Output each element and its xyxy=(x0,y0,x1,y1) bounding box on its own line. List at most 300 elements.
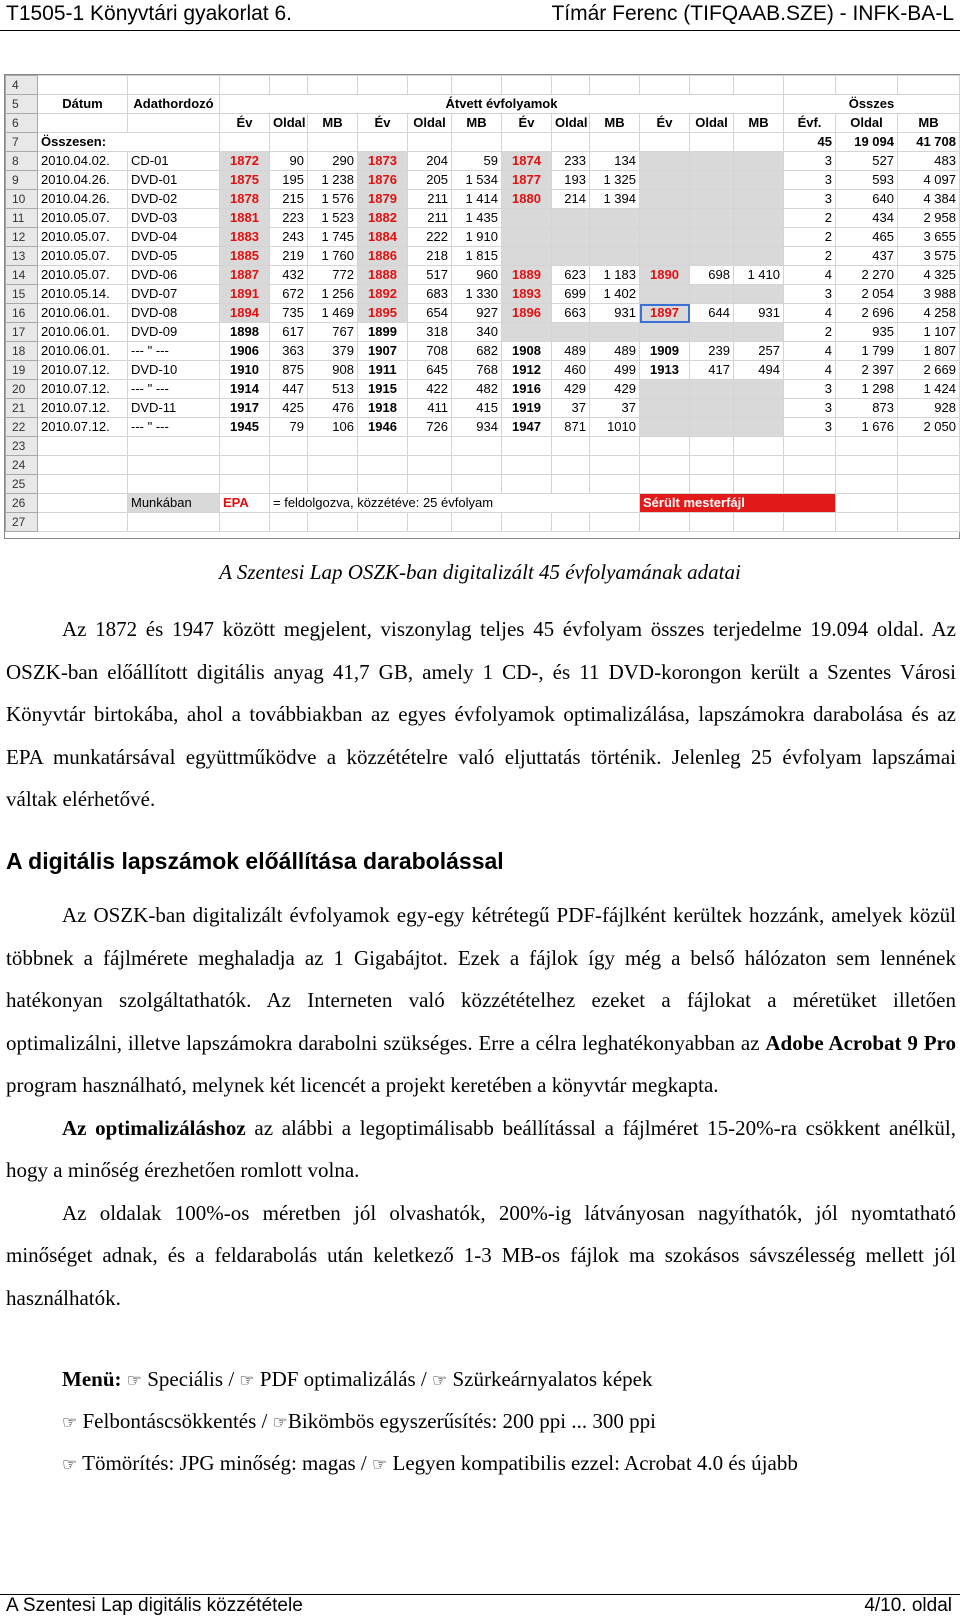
value-cell: 222 xyxy=(408,228,452,247)
summary-cell: 1 107 xyxy=(898,323,960,342)
row-number: 15 xyxy=(6,285,38,304)
empty-cell xyxy=(220,475,270,494)
year-cell xyxy=(640,380,690,399)
empty-cell xyxy=(784,513,836,532)
value-cell: 494 xyxy=(734,361,784,380)
empty-cell xyxy=(308,475,358,494)
empty-cell xyxy=(502,76,552,95)
value-cell: 1 238 xyxy=(308,171,358,190)
row-number: 8 xyxy=(6,152,38,171)
year-cell: 1909 xyxy=(640,342,690,361)
paragraph-intro-text: Az 1872 és 1947 között megjelent, viszonylag teljes 45 évfolyam összes terjedelme 19.094 oldal. Az OSZK-ban előállított digitális anyag 41,7 GB, amely 1 CD-, és 11 DVD-korongon került a Szentes Városi Könyvtár birtokába, ahol a továbbiakban az egyes évfolyamok optimalizálása, lapszámokra darabolása és az EPA munkatársával együttműködve a közzétételre való eljuttatás történik. Jelenleg 25 évfolyam lapszámai váltak elérhetővé. xyxy=(6,617,956,811)
row-number: 13 xyxy=(6,247,38,266)
sheet-row xyxy=(6,76,960,95)
value-cell: 1 394 xyxy=(590,190,640,209)
empty-cell xyxy=(590,513,640,532)
column-header-datum: Dátum xyxy=(38,95,128,114)
year-cell: 1882 xyxy=(358,209,408,228)
value-cell: 106 xyxy=(308,418,358,437)
date-cell: 2010.07.12. xyxy=(38,380,128,399)
value-cell: 1 410 xyxy=(734,266,784,285)
summary-cell: 935 xyxy=(836,323,898,342)
value-cell: 482 xyxy=(452,380,502,399)
value-cell: 644 xyxy=(690,304,734,323)
menu-line-3 xyxy=(62,1442,798,1487)
value-cell: 960 xyxy=(452,266,502,285)
value-cell xyxy=(690,418,734,437)
year-cell: 1874 xyxy=(502,152,552,171)
empty-cell xyxy=(308,76,358,95)
value-cell: 1 402 xyxy=(590,285,640,304)
value-cell xyxy=(690,285,734,304)
empty-cell xyxy=(220,76,270,95)
summary-cell: 2 054 xyxy=(836,285,898,304)
year-cell: 1946 xyxy=(358,418,408,437)
paragraph-optimize xyxy=(6,1107,956,1192)
value-cell: 768 xyxy=(452,361,502,380)
date-cell: 2010.07.12. xyxy=(38,361,128,380)
empty-cell xyxy=(734,133,784,152)
value-cell: 318 xyxy=(408,323,452,342)
year-cell xyxy=(640,228,690,247)
summary-cell: 1 807 xyxy=(898,342,960,361)
empty-cell xyxy=(220,456,270,475)
year-cell: 1884 xyxy=(358,228,408,247)
year-cell xyxy=(640,323,690,342)
value-cell: 489 xyxy=(590,342,640,361)
page-header xyxy=(0,0,960,31)
empty-cell xyxy=(734,475,784,494)
menu-line-2 xyxy=(62,1400,656,1445)
medium-cell: --- " --- xyxy=(128,380,220,399)
column-subheader: Évf. xyxy=(784,114,836,133)
summary-cell: 2 397 xyxy=(836,361,898,380)
sheet-row xyxy=(6,456,960,475)
sheet-row xyxy=(6,437,960,456)
summary-cell: 928 xyxy=(898,399,960,418)
year-cell xyxy=(502,209,552,228)
date-cell: 2010.04.02. xyxy=(38,152,128,171)
column-subheader: MB xyxy=(308,114,358,133)
summary-cell: 2 958 xyxy=(898,209,960,228)
value-cell xyxy=(590,209,640,228)
value-cell xyxy=(734,190,784,209)
empty-cell xyxy=(358,133,408,152)
sheet-row xyxy=(6,171,960,190)
empty-cell xyxy=(552,437,590,456)
year-cell: 1886 xyxy=(358,247,408,266)
medium-cell: DVD-09 xyxy=(128,323,220,342)
value-cell: 37 xyxy=(590,399,640,418)
year-cell: 1899 xyxy=(358,323,408,342)
year-cell: 1913 xyxy=(640,361,690,380)
row-number: 16 xyxy=(6,304,38,323)
value-cell xyxy=(690,209,734,228)
summary-cell: 437 xyxy=(836,247,898,266)
year-cell: 1875 xyxy=(220,171,270,190)
sheet-row xyxy=(6,418,960,437)
value-cell xyxy=(734,171,784,190)
empty-cell xyxy=(898,513,960,532)
empty-cell xyxy=(308,513,358,532)
empty-cell xyxy=(898,475,960,494)
value-cell: 219 xyxy=(270,247,308,266)
year-cell: 1916 xyxy=(502,380,552,399)
empty-cell xyxy=(408,513,452,532)
medium-cell: DVD-06 xyxy=(128,266,220,285)
value-cell: 1 576 xyxy=(308,190,358,209)
total-oldal: 19 094 xyxy=(836,133,898,152)
pointing-hand-icon: ☞ xyxy=(431,1371,448,1390)
value-cell: 425 xyxy=(270,399,308,418)
summary-cell: 4 325 xyxy=(898,266,960,285)
year-cell: 1910 xyxy=(220,361,270,380)
empty-cell xyxy=(552,475,590,494)
summary-cell: 2 xyxy=(784,228,836,247)
summary-cell: 4 384 xyxy=(898,190,960,209)
date-cell: 2010.07.12. xyxy=(38,399,128,418)
value-cell: 1 815 xyxy=(452,247,502,266)
row-number: 25 xyxy=(6,475,38,494)
value-cell xyxy=(734,247,784,266)
summary-cell: 873 xyxy=(836,399,898,418)
year-cell: 1881 xyxy=(220,209,270,228)
empty-cell xyxy=(128,513,220,532)
empty-cell xyxy=(358,475,408,494)
year-cell: 1896 xyxy=(502,304,552,323)
column-subheader: Oldal xyxy=(270,114,308,133)
year-cell: 1919 xyxy=(502,399,552,418)
header-author: Tímár Ferenc (TIFQAAB.SZE) - INFK-BA-L xyxy=(551,2,954,25)
column-subheader: Év xyxy=(220,114,270,133)
summary-cell: 3 655 xyxy=(898,228,960,247)
row-number: 9 xyxy=(6,171,38,190)
value-cell: 663 xyxy=(552,304,590,323)
value-cell xyxy=(734,228,784,247)
row-number: 10 xyxy=(6,190,38,209)
value-cell: 204 xyxy=(408,152,452,171)
summary-cell: 3 xyxy=(784,171,836,190)
value-cell: 931 xyxy=(734,304,784,323)
empty-cell xyxy=(452,475,502,494)
empty-cell xyxy=(358,437,408,456)
value-cell: 432 xyxy=(270,266,308,285)
empty-cell xyxy=(270,456,308,475)
empty-cell xyxy=(836,475,898,494)
empty-cell xyxy=(270,475,308,494)
value-cell xyxy=(734,152,784,171)
summary-cell: 2 xyxy=(784,209,836,228)
empty-cell xyxy=(640,475,690,494)
value-cell: 290 xyxy=(308,152,358,171)
empty-cell xyxy=(358,76,408,95)
value-cell: 767 xyxy=(308,323,358,342)
row-number: 24 xyxy=(6,456,38,475)
column-subheader: Oldal xyxy=(408,114,452,133)
year-cell: 1890 xyxy=(640,266,690,285)
value-cell: 726 xyxy=(408,418,452,437)
value-cell: 223 xyxy=(270,209,308,228)
empty-cell xyxy=(640,133,690,152)
empty-cell xyxy=(784,76,836,95)
value-cell xyxy=(690,152,734,171)
pointing-hand-icon: ☞ xyxy=(62,1455,78,1474)
sheet-row xyxy=(6,285,960,304)
value-cell xyxy=(690,190,734,209)
year-cell: 1876 xyxy=(358,171,408,190)
medium-cell: DVD-08 xyxy=(128,304,220,323)
column-subheader: MB xyxy=(590,114,640,133)
column-subheader: Oldal xyxy=(690,114,734,133)
value-cell: 708 xyxy=(408,342,452,361)
year-cell: 1945 xyxy=(220,418,270,437)
empty-cell xyxy=(784,437,836,456)
value-cell: 698 xyxy=(690,266,734,285)
table-caption: A Szentesi Lap OSZK-ban digitalizált 45 évfolyamának adatai xyxy=(219,560,741,584)
value-cell xyxy=(552,209,590,228)
medium-cell: DVD-07 xyxy=(128,285,220,304)
year-cell: 1883 xyxy=(220,228,270,247)
medium-cell: DVD-01 xyxy=(128,171,220,190)
value-cell: 934 xyxy=(452,418,502,437)
date-cell: 2010.06.01. xyxy=(38,342,128,361)
column-subheader: Év xyxy=(640,114,690,133)
year-cell: 1915 xyxy=(358,380,408,399)
value-cell: 205 xyxy=(408,171,452,190)
date-cell: 2010.07.12. xyxy=(38,418,128,437)
empty-cell xyxy=(590,475,640,494)
empty-cell xyxy=(452,513,502,532)
summary-cell: 3 xyxy=(784,418,836,437)
header-course: T1505-1 Könyvtári gyakorlat 6. xyxy=(6,2,292,25)
year-cell xyxy=(640,285,690,304)
page-number: 4/10. oldal xyxy=(864,1595,952,1616)
summary-cell: 465 xyxy=(836,228,898,247)
sheet-row xyxy=(6,475,960,494)
summary-cell: 4 258 xyxy=(898,304,960,323)
empty-cell xyxy=(640,456,690,475)
pointing-hand-icon: ☞ xyxy=(372,1455,388,1474)
value-cell: 1 910 xyxy=(452,228,502,247)
value-cell: 1 330 xyxy=(452,285,502,304)
empty-cell xyxy=(502,133,552,152)
value-cell xyxy=(690,247,734,266)
year-cell xyxy=(640,171,690,190)
medium-cell: DVD-04 xyxy=(128,228,220,247)
value-cell: 1010 xyxy=(590,418,640,437)
empty-cell xyxy=(220,133,270,152)
pointing-hand-icon: ☞ xyxy=(62,1413,78,1432)
date-cell: 2010.05.07. xyxy=(38,228,128,247)
empty-cell xyxy=(590,456,640,475)
year-cell: 1880 xyxy=(502,190,552,209)
column-subheader: MB xyxy=(452,114,502,133)
empty-cell xyxy=(552,76,590,95)
empty-cell xyxy=(38,513,128,532)
medium-cell: DVD-11 xyxy=(128,399,220,418)
section-heading: A digitális lapszámok előállítása darabolással xyxy=(6,848,504,874)
empty-cell xyxy=(358,456,408,475)
empty-cell xyxy=(270,437,308,456)
value-cell xyxy=(690,380,734,399)
value-cell: 59 xyxy=(452,152,502,171)
value-cell: 499 xyxy=(590,361,640,380)
summary-cell: 1 298 xyxy=(836,380,898,399)
row-number: 27 xyxy=(6,513,38,532)
sheet-row xyxy=(6,494,960,513)
value-cell xyxy=(734,418,784,437)
value-cell: 735 xyxy=(270,304,308,323)
empty-cell xyxy=(898,494,960,513)
year-cell: 1908 xyxy=(502,342,552,361)
year-cell xyxy=(502,228,552,247)
empty-cell xyxy=(502,513,552,532)
value-cell xyxy=(590,323,640,342)
value-cell: 214 xyxy=(552,190,590,209)
empty-cell xyxy=(640,437,690,456)
year-cell: 1885 xyxy=(220,247,270,266)
empty-cell xyxy=(734,513,784,532)
value-cell: 134 xyxy=(590,152,640,171)
empty-cell xyxy=(128,76,220,95)
summary-cell: 434 xyxy=(836,209,898,228)
empty-cell xyxy=(640,513,690,532)
summary-cell: 2 xyxy=(784,247,836,266)
total-evf: 45 xyxy=(784,133,836,152)
value-cell: 211 xyxy=(408,209,452,228)
year-cell xyxy=(502,247,552,266)
empty-cell xyxy=(690,513,734,532)
value-cell: 1 256 xyxy=(308,285,358,304)
value-cell: 875 xyxy=(270,361,308,380)
year-cell: 1911 xyxy=(358,361,408,380)
empty-cell xyxy=(552,513,590,532)
value-cell xyxy=(690,171,734,190)
value-cell xyxy=(590,228,640,247)
summary-cell: 1 799 xyxy=(836,342,898,361)
empty-cell xyxy=(270,76,308,95)
value-cell: 617 xyxy=(270,323,308,342)
year-cell: 1917 xyxy=(220,399,270,418)
empty-cell xyxy=(502,437,552,456)
empty-cell xyxy=(38,475,128,494)
empty-cell xyxy=(452,133,502,152)
summary-cell: 3 xyxy=(784,152,836,171)
year-cell: 1873 xyxy=(358,152,408,171)
empty-cell xyxy=(898,456,960,475)
value-cell xyxy=(734,323,784,342)
empty-cell xyxy=(452,437,502,456)
paragraph-quality: Az oldalak 100%-os méretben jól olvashatók, 200%-ig látványosan nagyíthatók, jól nyomtatható minőséget adnak, és a feldarabolás után keletkező 1-3 MB-os fájlok ma szokásos sávszélesség mellett jól használhatók. xyxy=(6,1200,956,1310)
column-header-osszes: Összes xyxy=(784,95,960,114)
empty-cell xyxy=(408,76,452,95)
spreadsheet-table xyxy=(5,75,960,532)
row-number: 12 xyxy=(6,228,38,247)
empty-cell xyxy=(836,494,898,513)
row-number: 22 xyxy=(6,418,38,437)
value-cell: 1 183 xyxy=(590,266,640,285)
menu-item: Speciális / xyxy=(142,1367,240,1391)
value-cell xyxy=(734,209,784,228)
empty-cell xyxy=(590,76,640,95)
year-cell xyxy=(640,190,690,209)
menu-label: Menü: xyxy=(62,1367,122,1391)
paragraph-pdf-text-a: Az OSZK-ban digitalizált évfolyamok egy-egy kétrétegű PDF-fájlként kerültek hozzánk, amelyek közül többnek a fájlmérete meghaladja az 1 Gigabájtot. Ezek a fájlok így még a belső hálózaton sem lennének hatékonyan szolgáltathatók. Az Interneten való közzétételhez ezeket a fájlokat a méretüket illetően optimalizálni, illetve lapszámokra darabolni szükséges. Erre a célra leghatékonyabban az xyxy=(6,903,956,1055)
summary-cell: 2 050 xyxy=(898,418,960,437)
value-cell: 908 xyxy=(308,361,358,380)
value-cell: 37 xyxy=(552,399,590,418)
menu-item: Legyen kompatibilis ezzel: Acrobat 4.0 és újabb xyxy=(387,1451,798,1475)
value-cell: 623 xyxy=(552,266,590,285)
optimize-term: Az optimalizáláshoz xyxy=(62,1115,246,1140)
year-cell: 1898 xyxy=(220,323,270,342)
empty-cell xyxy=(408,456,452,475)
value-cell xyxy=(690,228,734,247)
medium-cell: DVD-02 xyxy=(128,190,220,209)
summary-cell: 3 988 xyxy=(898,285,960,304)
value-cell: 411 xyxy=(408,399,452,418)
empty-cell xyxy=(270,513,308,532)
value-cell: 79 xyxy=(270,418,308,437)
empty-cell xyxy=(690,437,734,456)
summary-cell: 3 xyxy=(784,380,836,399)
summary-cell: 2 696 xyxy=(836,304,898,323)
value-cell: 1 523 xyxy=(308,209,358,228)
summary-cell: 4 xyxy=(784,266,836,285)
empty-cell xyxy=(308,456,358,475)
date-cell: 2010.05.07. xyxy=(38,209,128,228)
summary-cell: 527 xyxy=(836,152,898,171)
year-cell: 1878 xyxy=(220,190,270,209)
year-cell: 1914 xyxy=(220,380,270,399)
menu-line-1 xyxy=(62,1358,653,1403)
summary-cell: 3 xyxy=(784,399,836,418)
value-cell: 927 xyxy=(452,304,502,323)
value-cell: 257 xyxy=(734,342,784,361)
pointing-hand-icon: ☞ xyxy=(272,1413,288,1432)
empty-cell xyxy=(690,76,734,95)
year-cell: 1907 xyxy=(358,342,408,361)
value-cell: 682 xyxy=(452,342,502,361)
empty-cell xyxy=(220,437,270,456)
empty-cell xyxy=(38,494,128,513)
empty-cell xyxy=(308,133,358,152)
value-cell: 699 xyxy=(552,285,590,304)
row-number: 19 xyxy=(6,361,38,380)
year-cell: 1897 xyxy=(640,304,690,323)
total-mb: 41 708 xyxy=(898,133,960,152)
summary-cell: 640 xyxy=(836,190,898,209)
empty-cell xyxy=(836,456,898,475)
sheet-row xyxy=(6,133,960,152)
summary-cell: 3 xyxy=(784,285,836,304)
empty-cell xyxy=(270,133,308,152)
value-cell: 447 xyxy=(270,380,308,399)
paragraph-pdf-text-c: program használható, melynek két licencét a projekt keretében a könyvtár megkapta. xyxy=(6,1073,719,1097)
year-cell: 1947 xyxy=(502,418,552,437)
paragraph-pdf xyxy=(6,894,956,1107)
value-cell: 1 760 xyxy=(308,247,358,266)
empty-cell xyxy=(128,114,220,133)
empty-cell xyxy=(452,456,502,475)
row-number: 4 xyxy=(6,76,38,95)
menu-item: Szürkeárnyalatos képek xyxy=(447,1367,653,1391)
acrobat-name: Adobe Acrobat 9 Pro xyxy=(765,1030,956,1055)
value-cell: 429 xyxy=(590,380,640,399)
value-cell: 513 xyxy=(308,380,358,399)
value-cell: 239 xyxy=(690,342,734,361)
year-cell xyxy=(640,399,690,418)
